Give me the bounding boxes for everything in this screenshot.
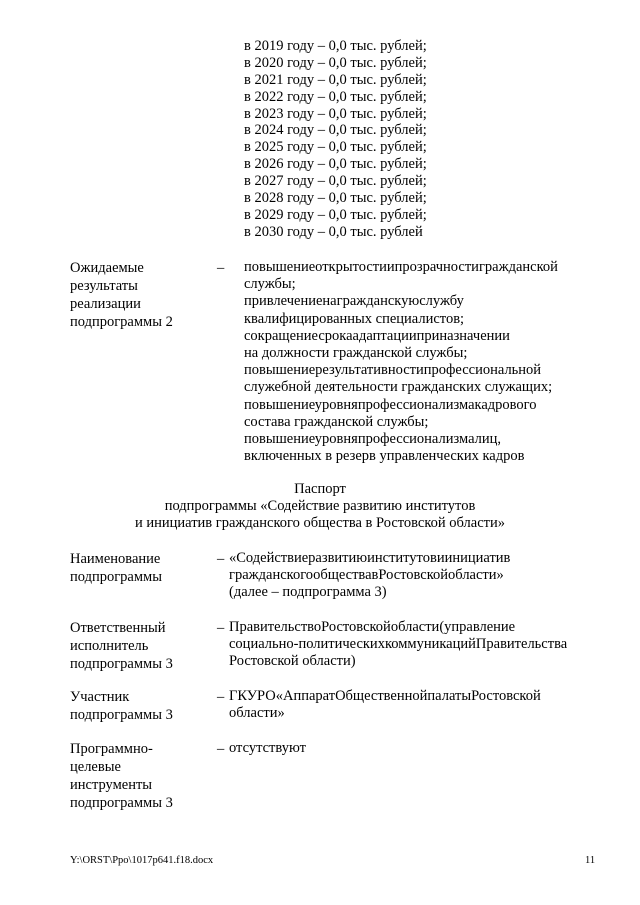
- text-line: области»: [229, 705, 285, 722]
- justified-line: [244, 431, 595, 448]
- text-line: на должности гражданской службы;: [244, 345, 468, 362]
- word: гражданскую: [336, 293, 420, 310]
- label-line: инструменты: [70, 777, 153, 793]
- passport-subtitle-line-1: подпрограммы «Содействие развитию институтов: [164, 498, 476, 514]
- name-row-value: [229, 550, 595, 602]
- text-line: квалифицированных специалистов;: [244, 310, 465, 327]
- funding-year-line: в 2028 году – 0,0 тыс. рублей;: [244, 190, 427, 207]
- word: Правительства: [475, 636, 568, 653]
- funding-year-line: в 2029 году – 0,0 тыс. рублей;: [244, 206, 427, 223]
- participant-row-dash: –: [217, 689, 225, 705]
- word: адаптации: [352, 327, 417, 344]
- footer-file-path: Y:\ORST\Ppo\1017p641.f18.docx: [70, 855, 214, 866]
- label-line: подпрограммы 3: [70, 795, 173, 811]
- name-row-dash: –: [217, 551, 225, 567]
- justified-line: [244, 259, 595, 276]
- word: области: [390, 619, 440, 635]
- text-line: службы;: [244, 276, 296, 293]
- justified-line: [229, 550, 595, 567]
- word: (управление: [439, 619, 516, 635]
- word: повышение: [244, 259, 316, 275]
- word: инициатив: [444, 550, 511, 566]
- word: гражданского: [229, 567, 314, 584]
- justified-line: [229, 619, 595, 636]
- funding-year-line: в 2024 году – 0,0 тыс. рублей;: [244, 122, 427, 139]
- word: общества: [313, 567, 372, 584]
- label-line: Программно-: [70, 741, 153, 757]
- responsible-row-dash: –: [217, 620, 225, 636]
- name-row-label: [70, 550, 210, 586]
- expected-results-label: [70, 259, 210, 331]
- word: результативности: [315, 362, 424, 379]
- funding-year-line: в 2026 году – 0,0 тыс. рублей;: [244, 156, 427, 173]
- label-line: подпрограммы 3: [70, 656, 173, 672]
- label-line: результаты: [70, 278, 138, 294]
- justified-line: [244, 362, 595, 379]
- word: профессиональной: [423, 362, 542, 379]
- word: службу: [419, 293, 464, 310]
- tools-row-label: [70, 740, 210, 812]
- text-line: Ростовской области): [229, 653, 356, 670]
- word: институтов: [367, 550, 437, 566]
- text-line: (далее – подпрограмма 3): [229, 584, 387, 601]
- passport-title: Паспорт: [294, 481, 346, 497]
- text-line: включенных в резерв управленческих кадров: [244, 448, 525, 465]
- label-line: целевые: [70, 759, 121, 775]
- label-line: Ожидаемые: [70, 260, 144, 276]
- passport-subtitle-line-2: и инициатив гражданского общества в Ростовской области»: [134, 515, 506, 531]
- label-line: Наименование: [70, 551, 161, 567]
- label-line: исполнитель: [70, 638, 149, 654]
- funding-year-line: в 2019 году – 0,0 тыс. рублей;: [244, 38, 427, 54]
- word: открытости: [315, 259, 387, 275]
- label-line: Ответственный: [70, 620, 166, 636]
- word: срока: [318, 327, 353, 344]
- justified-line: [244, 293, 595, 310]
- word: на: [322, 293, 337, 310]
- label-line: подпрограммы: [70, 569, 162, 585]
- word: «Содействие: [229, 550, 309, 566]
- word: и: [386, 259, 395, 275]
- label-line: реализации: [70, 296, 141, 312]
- word: при: [416, 327, 440, 344]
- word: палаты: [427, 688, 472, 704]
- footer-page-number: 11: [585, 855, 596, 866]
- tools-row-dash: –: [217, 741, 225, 757]
- funding-by-year-list: [244, 38, 604, 241]
- label-line: подпрограммы 2: [70, 314, 173, 330]
- participant-row-label: [70, 688, 210, 724]
- word: развитию: [308, 550, 368, 566]
- word: прозрачности: [394, 259, 479, 275]
- word: назначении: [439, 327, 510, 344]
- justified-line: [229, 636, 595, 653]
- word: Общественной: [335, 688, 428, 704]
- funding-year-line: в 2022 году – 0,0 тыс. рублей;: [244, 88, 427, 105]
- tools-row-text: отсутствуют: [229, 740, 306, 756]
- word: профессионализма: [357, 396, 475, 413]
- word: Ростовской: [471, 688, 541, 704]
- text-line: состава гражданской службы;: [244, 413, 429, 430]
- justified-line: [244, 328, 595, 345]
- word: профессионализма: [357, 431, 475, 448]
- funding-year-line: в 2027 году – 0,0 тыс. рублей;: [244, 173, 427, 190]
- word: коммуникаций: [384, 636, 476, 653]
- word: лиц,: [474, 431, 502, 448]
- label-line: подпрограммы 3: [70, 707, 173, 723]
- word: в: [371, 567, 379, 584]
- word: привлечение: [244, 293, 323, 310]
- word: кадрового: [474, 396, 537, 413]
- funding-year-line: в 2020 году – 0,0 тыс. рублей;: [244, 54, 427, 71]
- word: области»: [448, 567, 504, 584]
- text-line: служебной деятельности гражданских служащих;: [244, 379, 553, 396]
- word: гражданской: [478, 259, 558, 275]
- word: уровня: [314, 396, 358, 413]
- word: и: [436, 550, 445, 566]
- funding-year-line: в 2030 году – 0,0 тыс. рублей: [244, 223, 423, 240]
- funding-year-line: в 2025 году – 0,0 тыс. рублей;: [244, 139, 427, 156]
- word: повышение: [244, 431, 315, 448]
- word: уровня: [314, 431, 358, 448]
- word: сокращение: [244, 327, 319, 344]
- funding-year-line: в 2023 году – 0,0 тыс. рублей;: [244, 105, 427, 122]
- word: РО: [257, 688, 276, 704]
- tools-row-value: [229, 740, 595, 757]
- participant-row-value: [229, 688, 595, 722]
- word: Ростовской: [321, 619, 391, 635]
- word: Правительство: [229, 619, 322, 635]
- word: социально-политических: [229, 636, 385, 653]
- funding-year-line: в 2021 году – 0,0 тыс. рублей;: [244, 71, 427, 88]
- label-line: Участник: [70, 689, 130, 705]
- word: «Аппарат: [275, 688, 336, 704]
- expected-results-dash: –: [217, 260, 225, 276]
- justified-line: [229, 688, 595, 705]
- responsible-row-label: [70, 619, 210, 673]
- word: Ростовской: [378, 567, 449, 584]
- responsible-row-value: [229, 619, 595, 671]
- word: ГКУ: [229, 688, 258, 704]
- expected-results-value: [244, 259, 595, 465]
- justified-line: [229, 567, 595, 584]
- justified-line: [244, 397, 595, 414]
- word: повышение: [244, 362, 316, 379]
- word: повышение: [244, 396, 315, 413]
